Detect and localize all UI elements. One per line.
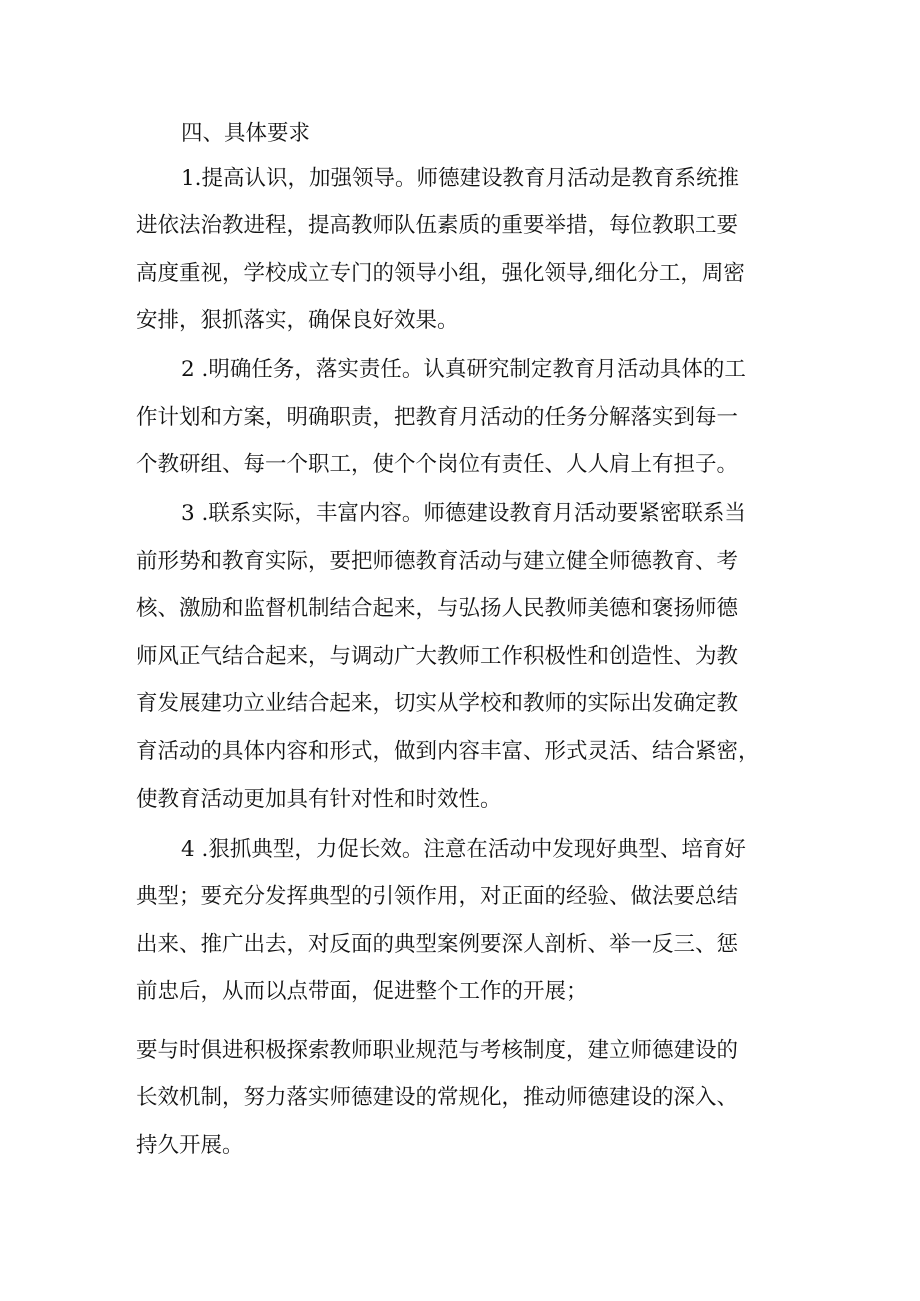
paragraph-line: 核、激励和监督机制结合起来，与弘扬人民教师美德和褒扬师德 (136, 596, 739, 621)
paragraph-line: 典型；要充分发挥典型的引领作用，对正面的经验、做法要总结 (136, 884, 739, 909)
paragraph-line: 持久开展。 (136, 1133, 244, 1158)
paragraph-line: 高度重视，学校成立专门的领导小组，强化领导,细化分工，周密 (136, 261, 745, 286)
paragraph-line: 育活动的具体内容和形式，做到内容丰富、形式灵活、结合紧密， (136, 739, 760, 764)
paragraph-line: 2 .明确任务，落实责任。认真研究制定教育月活动具体的工 (181, 357, 746, 382)
paragraph-line: 作计划和方案，明确职责，把教育月活动的任务分解落实到每一 (136, 405, 739, 430)
paragraph-line: 长效机制，努力落实师德建设的常规化，推动师德建设的深入、 (136, 1085, 739, 1110)
paragraph-line: 使教育活动更加具有针对性和时效性。 (136, 787, 502, 812)
paragraph-line: 前形势和教育实际，要把师德教育活动与建立健全师德教育、考 (136, 549, 739, 574)
paragraph-line: 3 .联系实际，丰富内容。师德建设教育月活动要紧密联系当 (181, 501, 746, 526)
paragraph-line: 师风正气结合起来，与调动广大教师工作积极性和创造性、为教 (136, 644, 739, 669)
paragraph-line: 安排，狠抓落实，确保良好效果。 (136, 308, 459, 333)
paragraph-line: 进依法治教进程，提高教师队伍素质的重要举措，每位教职工要 (136, 213, 739, 238)
paragraph-line: 育发展建功立业结合起来，切实从学校和教师的实际出发确定教 (136, 691, 739, 716)
paragraph-line: 前忠后，从而以点带面，促进整个工作的开展； (136, 979, 588, 1004)
paragraph-line: 要与时俱进积极探索教师职业规范与考核制度，建立师德建设的 (136, 1038, 739, 1063)
section-heading: 四、具体要求 (181, 121, 311, 146)
paragraph-line: 个教研组、每一个职工，使个个岗位有责任、人人肩上有担子。 (136, 452, 739, 477)
paragraph-line: 4 .狠抓典型，力促长效。注意在活动中发现好典型、培育好 (181, 837, 746, 862)
paragraph-line: 1.提高认识，加强领导。师德建设教育月活动是教育系统推 (181, 166, 740, 191)
paragraph-line: 出来、推广出去，对反面的典型案例要深人剖析、举一反三、惩 (136, 932, 739, 957)
